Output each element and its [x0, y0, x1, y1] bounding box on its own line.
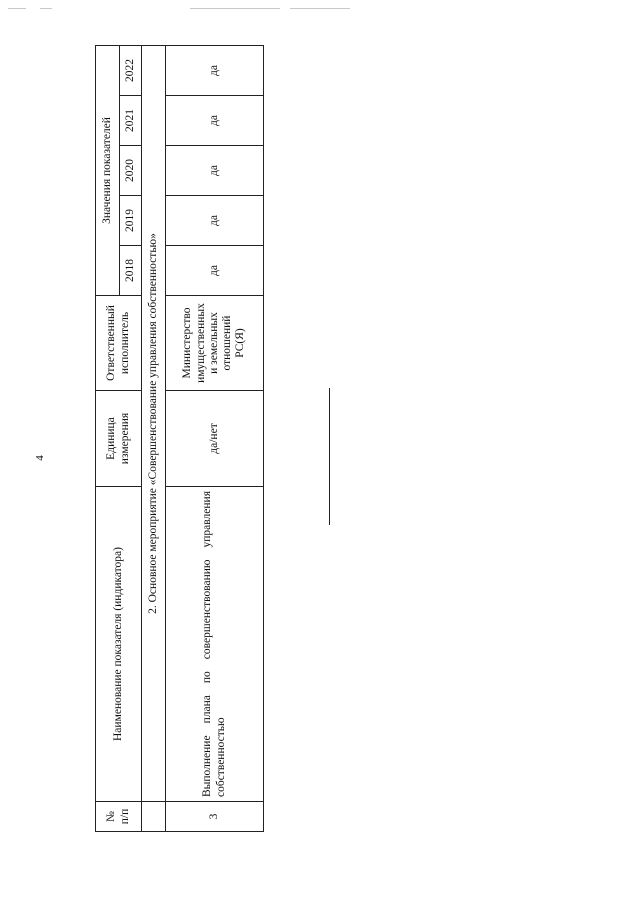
header-values-group: Значения показателей: [96, 45, 120, 295]
indicator-table-container: [95, 46, 263, 832]
row-value: да: [166, 196, 264, 246]
scan-artifact-top: [190, 8, 280, 9]
indicator-table: [95, 45, 264, 832]
header-year: 2022: [120, 45, 142, 95]
scan-artifact-top: [290, 8, 350, 9]
header-year: 2018: [120, 246, 142, 296]
row-value: да: [166, 246, 264, 296]
header-unit: Единица измерения: [96, 391, 142, 487]
row-value: да: [166, 45, 264, 95]
row-responsible: Министерство имущественных и земельных отношений РС(Я): [166, 296, 264, 391]
section-title: 2. Основное мероприятие «Совершенствование управления собственностью»: [142, 45, 166, 801]
header-year: 2020: [120, 146, 142, 196]
header-responsible: Ответственный исполнитель: [96, 296, 142, 391]
scan-artifact-top: [8, 8, 26, 9]
scan-artifact-top: [40, 8, 52, 9]
signature-rule: [329, 388, 330, 525]
header-name: Наименование показателя (индикатора): [96, 487, 142, 802]
row-indicator-name: Выполнение плана по совершенствованию управления собственностью: [166, 487, 264, 802]
row-value: да: [166, 146, 264, 196]
row-unit: да/нет: [166, 391, 264, 487]
row-num: 3: [166, 802, 264, 832]
header-year: 2019: [120, 196, 142, 246]
page-number: 4: [33, 455, 46, 461]
header-year: 2021: [120, 96, 142, 146]
header-num: № п/п: [96, 802, 142, 832]
section-num-cell: [142, 802, 166, 832]
row-value: да: [166, 96, 264, 146]
